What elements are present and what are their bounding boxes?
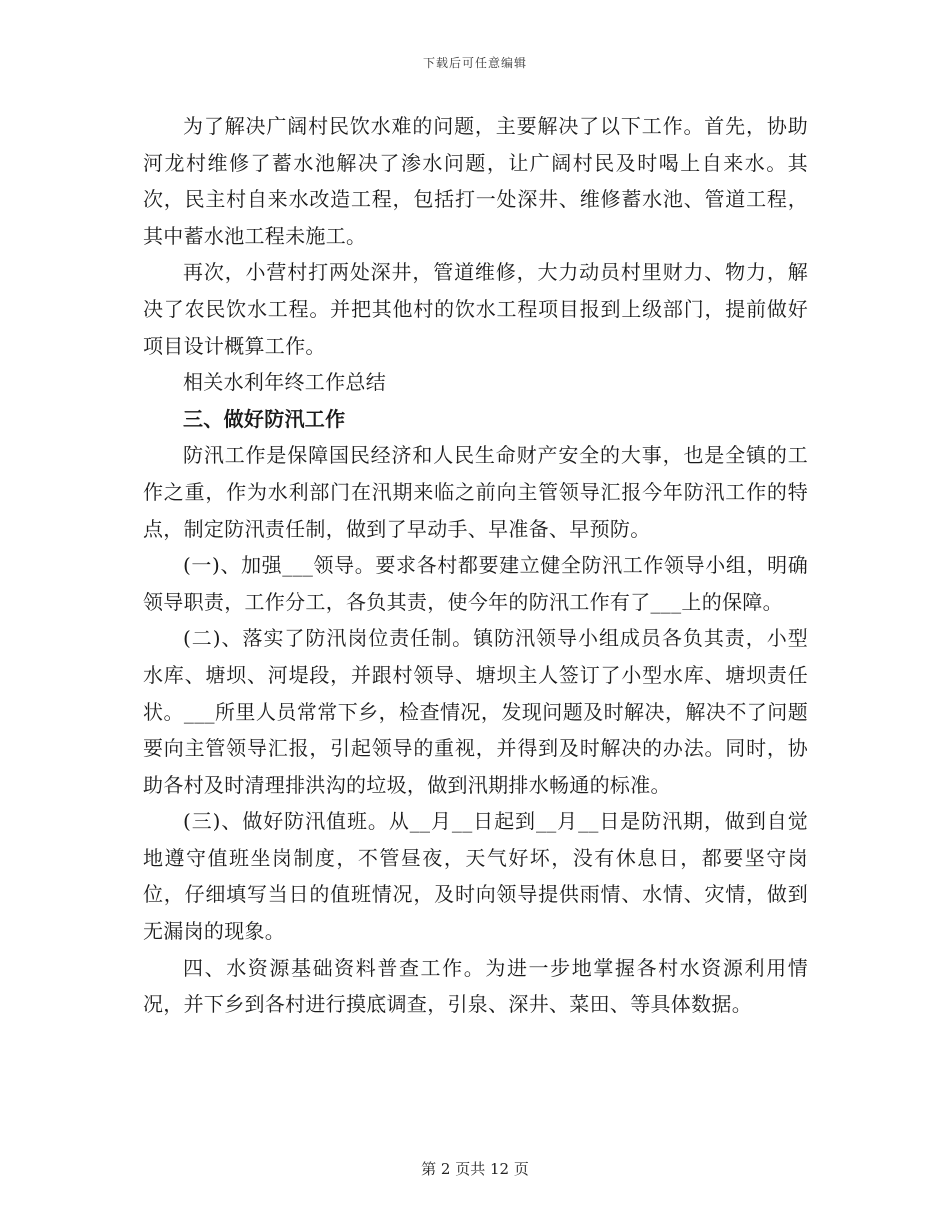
page-number-footer: 第 2 页共 12 页 bbox=[421, 1160, 529, 1178]
page-header: 下载后可任意编辑 bbox=[422, 56, 527, 70]
paragraph-4: 防汛工作是保障国民经济和人民生命财产安全的大事，也是全镇的工作之重，作为水利部门在汛期来临之前向主管领导汇报今年防汛工作的特点，制定防汛责任制，做到了早动手、早准备、早预防。 bbox=[143, 443, 808, 541]
paragraph-2: 再次，小营村打两处深井，管道维修，大力动员村里财力、物力，解决了农民饮水工程。并把其他村的饮水工程项目报到上级部门，提前做好项目设计概算工作。 bbox=[143, 260, 808, 358]
section-heading: 三、做好防汛工作 bbox=[183, 406, 346, 431]
paragraph-3: 相关水利年终工作总结 bbox=[183, 370, 386, 395]
paragraph-6: (二)、落实了防汛岗位责任制。镇防汛领导小组成员各负其责，小型水库、塘坝、河堤段，并跟村领导、塘坝主人签订了小型水库、塘坝责任状。___所里人员常常下乡，检查情况，发现问题及时解决，解决不了问题要向主管领导汇报，引起领导的重视，并得到及时解决的办法。同时，协助各村及时清理排洪沟的垃圾，做到汛期排水畅通的标准。 bbox=[143, 626, 808, 797]
paragraph-7: (三)、做好防汛值班。从__月__日起到__月__日是防汛期，做到自觉地遵守值班坐岗制度，不管昼夜，天气好坏，没有休息日，都要坚守岗位，仔细填写当日的值班情况，及时向领导提供雨情、水情、灾情，做到无漏岗的现象。 bbox=[143, 809, 808, 944]
paragraph-1: 为了解决广阔村民饮水难的问题，主要解决了以下工作。首先，协助河龙村维修了蓄水池解决了渗水问题，让广阔村民及时喝上自来水。其次，民主村自来水改造工程，包括打一处深井、维修蓄水池、管道工程，其中蓄水池工程未施工。 bbox=[143, 114, 808, 248]
document-body bbox=[143, 108, 808, 1023]
paragraph-8: 四、水资源基础资料普查工作。为进一步地掌握各村水资源利用情况，并下乡到各村进行摸底调查，引泉、深井、菜田、等具体数据。 bbox=[143, 955, 808, 1017]
paragraph-5: (一)、加强___领导。要求各村都要建立健全防汛工作领导小组，明确领导职责，工作分工，各负其责，使今年的防汛工作有了___上的保障。 bbox=[143, 553, 808, 614]
